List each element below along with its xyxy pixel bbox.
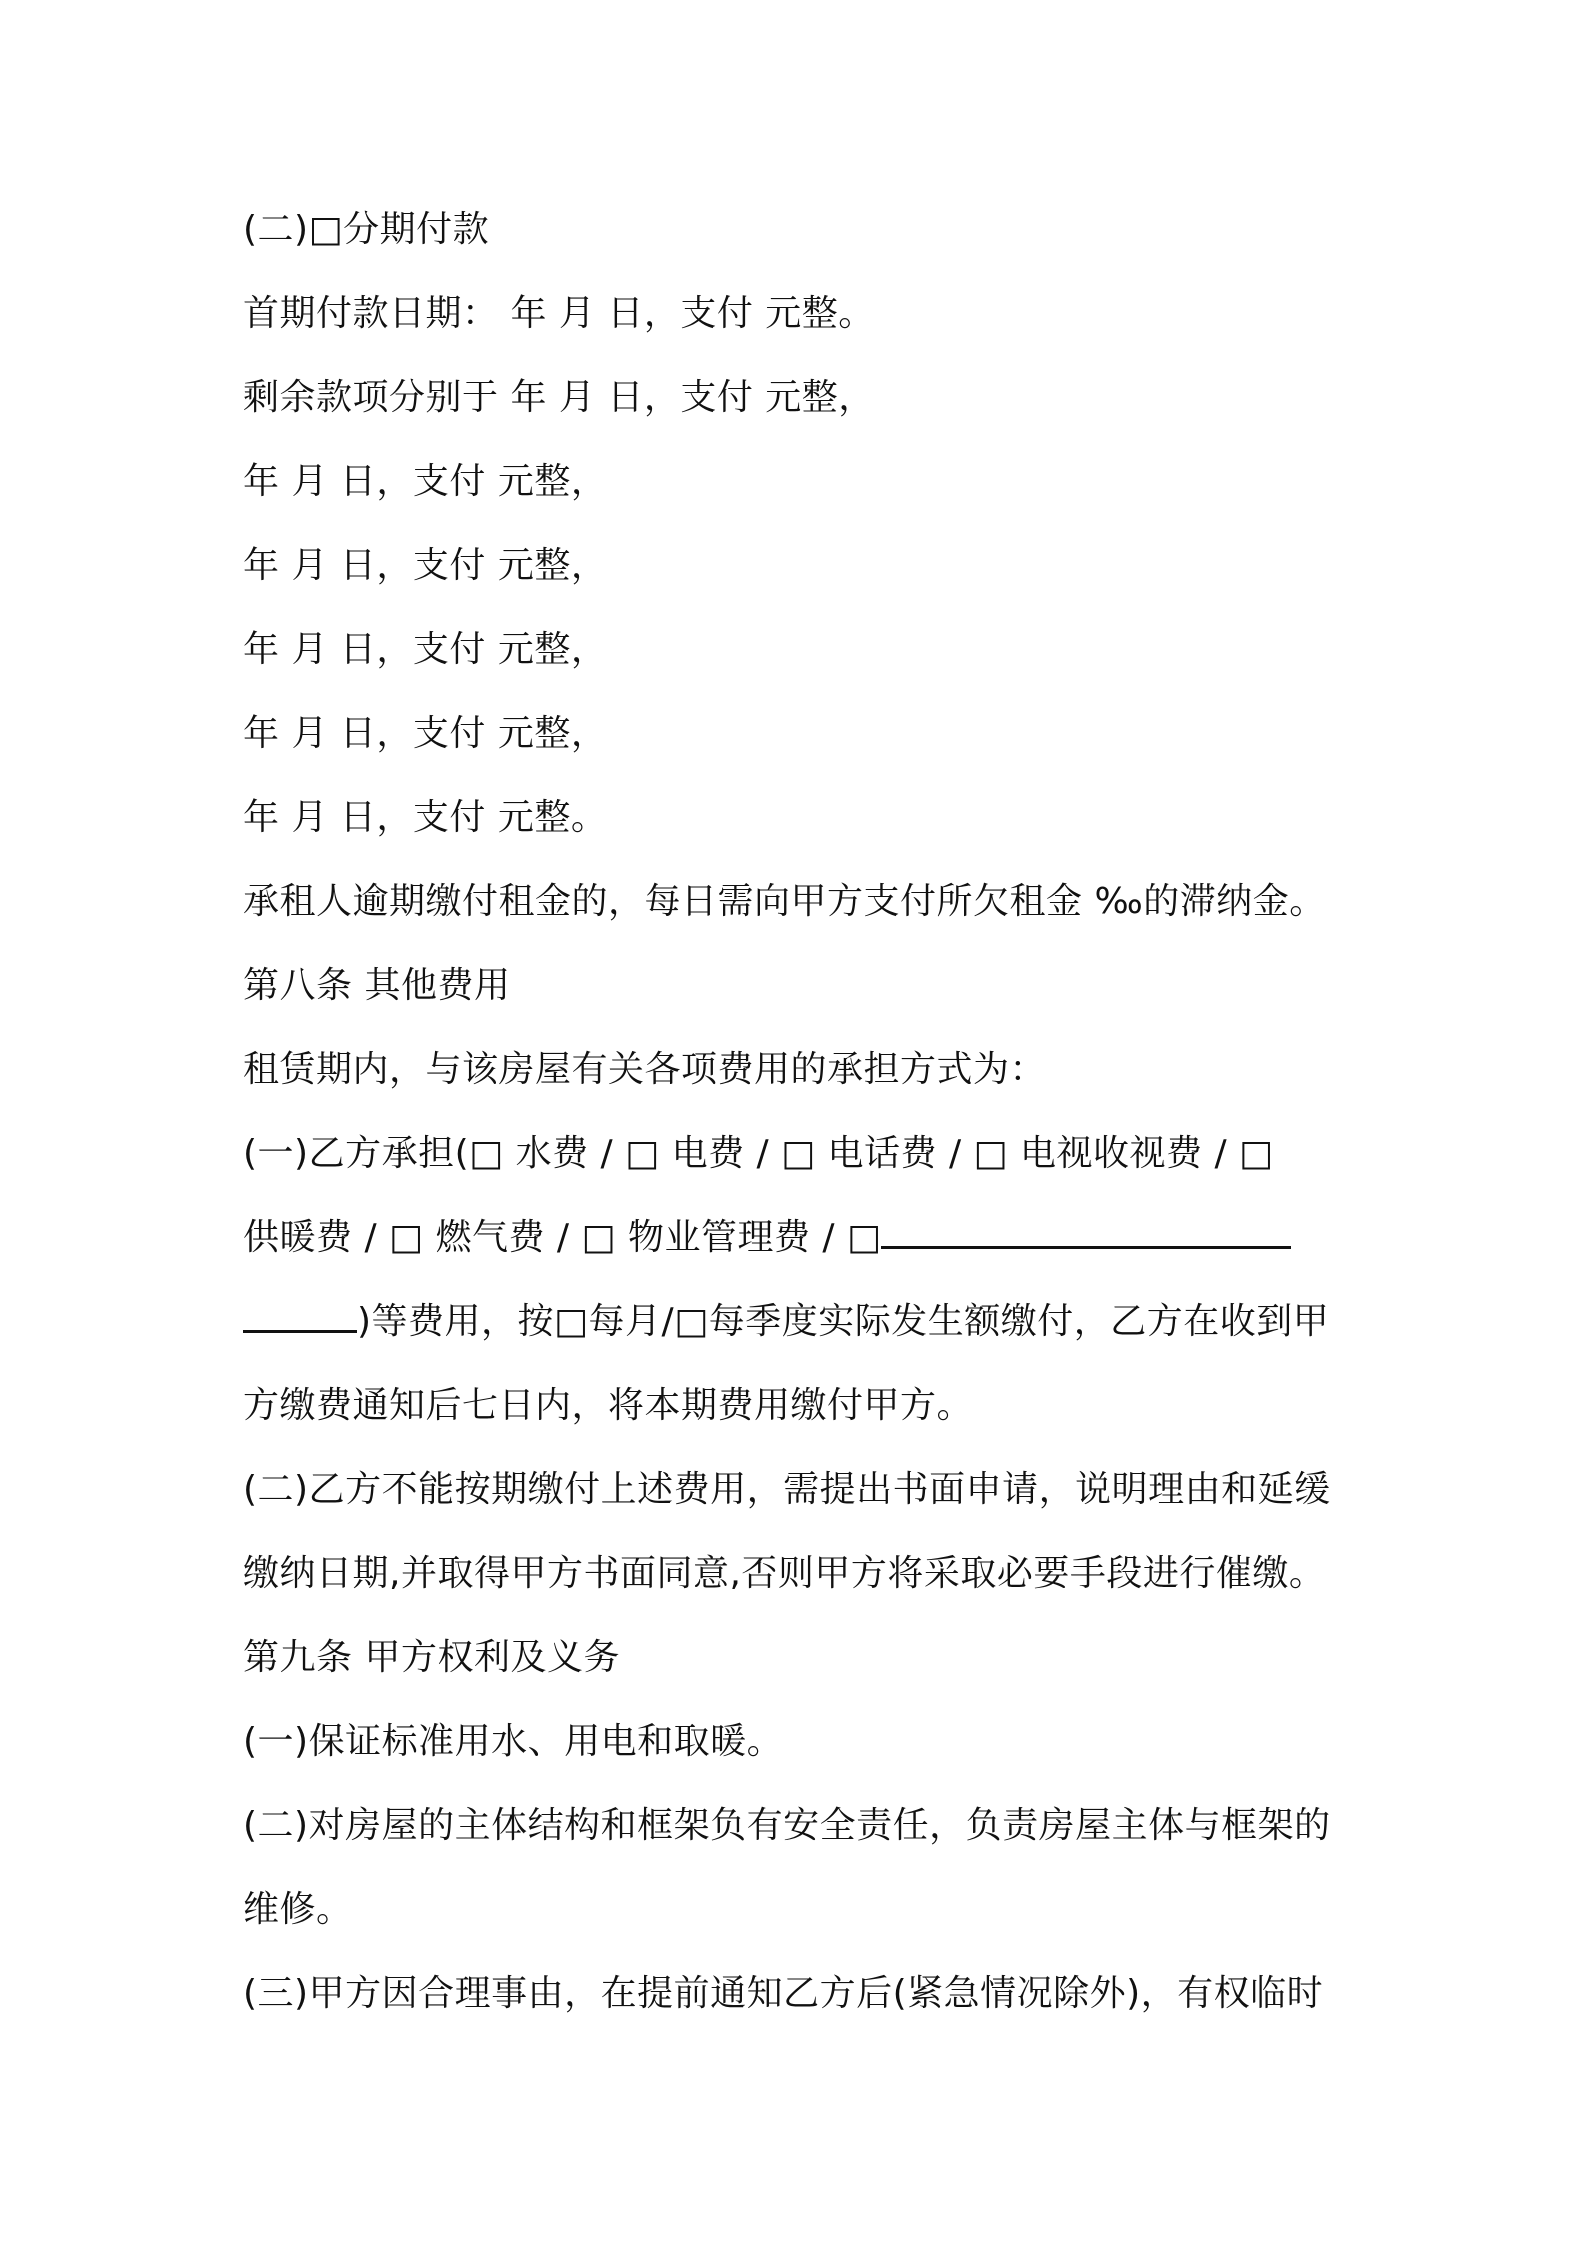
installment-heading: (二)□分期付款	[243, 209, 490, 250]
article-9-heading: 第九条 甲方权利及义务	[243, 1637, 620, 1678]
remaining-payment-line: 剩余款项分别于 年 月 日，支付 元整，	[243, 377, 875, 418]
blank-underline	[881, 1208, 1291, 1249]
payment-line: 年 月 日，支付 元整，	[243, 545, 608, 586]
payment-line: 年 月 日，支付 元整，	[243, 713, 608, 754]
payment-method-line	[243, 1292, 1363, 1352]
landlord-duty-2: (二)对房屋的主体结构和框架负有安全责任，负责房屋主体与框架的	[243, 1805, 1331, 1846]
payment-line: 年 月 日，支付 元整，	[243, 461, 608, 502]
payment-line: 年 月 日，支付 元整，	[243, 629, 608, 670]
tenant-expense-line: (一)乙方承担(□ 水费 / □ 电费 / □ 电话费 / □ 电视收视费 / □	[243, 1133, 1274, 1174]
payment-deadline-line: 方缴费通知后七日内，将本期费用缴付甲方。	[243, 1385, 974, 1426]
tenant-expense-line-2	[243, 1208, 1363, 1268]
landlord-duty-2-cont: 维修。	[243, 1889, 353, 1930]
tenant-expense-text: 供暖费 / □ 燃气费 / □ 物业管理费 / □	[243, 1217, 882, 1258]
first-payment-line: 首期付款日期： 年 月 日，支付 元整。	[243, 293, 875, 334]
landlord-duty-3: (三)甲方因合理事由，在提前通知乙方后(紧急情况除外)，有权临时	[243, 1973, 1324, 2014]
deferral-line: (二)乙方不能按期缴付上述费用，需提出书面申请，说明理由和延缓	[243, 1469, 1331, 1510]
deferral-line-2: 缴纳日期,并取得甲方书面同意,否则甲方将采取必要手段进行催缴。	[243, 1553, 1326, 1594]
article-8-heading: 第八条 其他费用	[243, 965, 511, 1006]
payment-line: 年 月 日，支付 元整。	[243, 797, 608, 838]
payment-method-text: )等费用，按□每月/□每季度实际发生额缴付，乙方在收到甲	[357, 1301, 1330, 1342]
blank-underline	[243, 1292, 357, 1333]
expense-intro-line: 租赁期内，与该房屋有关各项费用的承担方式为：	[243, 1049, 1047, 1090]
landlord-duty-1: (一)保证标准用水、用电和取暖。	[243, 1721, 784, 1762]
late-fee-line: 承租人逾期缴付租金的，每日需向甲方支付所欠租金 ‰的滞纳金。	[243, 881, 1326, 922]
